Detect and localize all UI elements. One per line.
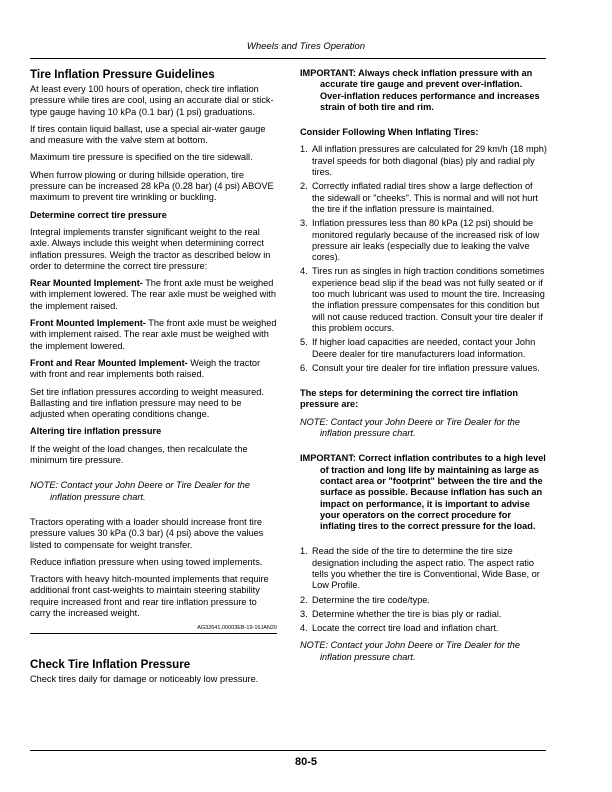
note-contact-dealer: NOTE: Contact your John Deere or Tire Dealer for the inflation pressure chart. [30, 480, 250, 502]
list-item: 2. Correctly inflated radial tires show a large deflection of the sidewall or "cheeks". This is normal and will not hurt the tire if the inflation pressure is maintained. [300, 181, 538, 214]
list-item: 1. All inflation pressures are calculated for 29 km/h (18 mph) travel speeds for both diagonal (bias) ply and radial ply tires. [300, 144, 547, 178]
paragraph-check-daily: Check tires daily for damage or noticeably low pressure. [30, 674, 259, 685]
reference-code: AG32641,00003EB-19-16JAN20 [197, 625, 277, 632]
text-front-mounted: The front axle must be weighed with implement raised. The rear axle must be weighed with the implement lowered. [30, 318, 277, 351]
paragraph-hitch-mounted: Tractors with heavy hitch-mounted implements that require additional front cast-weights to maintain steering stability require increased front and rear tire inflation pressure to carry the increased weight. [30, 574, 269, 618]
list-item: 5. If higher load capacities are needed, contact your John Deere dealer for tire manufacturers load information. [300, 337, 536, 359]
label-front-rear-mounted: Front and Rear Mounted Implement- [30, 357, 188, 368]
list-item: 2. Determine the tire code/type. [300, 594, 430, 605]
note-contact-dealer-right-1: NOTE: Contact your John Deere or Tire Dealer for the inflation pressure chart. [300, 416, 520, 439]
running-header: Wheels and Tires Operation [246, 41, 366, 52]
list-item: 3. Inflation pressures less than 80 kPa (12 psi) should be monitored regularly because of the increased risk of low pressure air leaks (especially due to leaking the valve cores). [300, 218, 540, 263]
subheading-consider: Consider Following When Inflating Tires: [300, 127, 479, 138]
list-steps [300, 546, 547, 634]
left-column [30, 68, 277, 692]
paragraph-integral-implements: Integral implements transfer significant weight to the real axle. Always include this weight when determining correct inflation pressures. Weigh the tractor as described below in order to determine the correct tire pressure: [30, 226, 271, 271]
paragraph-furrow-plowing: When furrow plowing or during hillside operation, tire pressure can be increased 28 kPa (0.28 bar) (4 psi) ABOVE maximum to prevent tire wrinkling or buckling. [30, 169, 274, 203]
important-correct-inflation: IMPORTANT: Correct inflation contributes to a high level of traction and long life by maintaining as large as contact area or "footprint" between the tire and the surface as possible. Because inflation has such an impact on performance, it is important to advise your operators on the correct procedure for inflating tires to the correct pressure for the load. [300, 453, 546, 532]
section-title-tire-inflation-guidelines: Tire Inflation Pressure Guidelines [30, 68, 215, 81]
subheading-determine-pressure: Determine correct tire pressure [30, 209, 167, 220]
list-item: 4. Locate the correct tire load and inflation chart. [300, 623, 499, 634]
list-item: 1. Read the side of the tire to determine the tire size designation including the aspect ratio. The aspect ratio tells you whether the tire is Conventional, Wide Base, or Low Profile. [300, 546, 540, 591]
footer-rule [30, 750, 546, 751]
list-item: 6. Consult your tire dealer for tire inflation pressure values. [300, 362, 540, 373]
label-front-mounted: Front Mounted Implement- [30, 318, 146, 329]
list-item: 4. Tires run as singles in high traction conditions sometimes experience bead slip if the bead was not fully seated or if too much lubricant was used to mount the tire. Increasing the inflation pressure compensates for this condition but will not cause reduced traction. Consult your tire dealer if this problem occurs. [300, 266, 545, 333]
label-rear-mounted: Rear Mounted Implement- [30, 278, 143, 289]
note-contact-dealer-right-2: NOTE: Contact your John Deere or Tire Dealer for the inflation pressure chart. [300, 640, 520, 662]
subheading-altering-pressure: Altering tire inflation pressure [30, 426, 162, 437]
header-rule [30, 58, 546, 59]
paragraph-liquid-ballast: If tires contain liquid ballast, use a special air-water gauge and measure with the valve stem at bottom. [30, 123, 266, 146]
list-item: 3. Determine whether the tire is bias ply or radial. [300, 608, 502, 619]
paragraph-recalculate: If the weight of the load changes, then recalculate the minimum tire pressure. [30, 443, 248, 466]
paragraph-rear-mounted [30, 278, 277, 312]
paragraph-max-pressure: Maximum tire pressure is specified on the tire sidewall. [30, 152, 253, 163]
paragraph-front-rear-mounted [30, 358, 277, 381]
right-column [300, 68, 547, 669]
paragraph-towed: Reduce inflation pressure when using towed implements. [30, 556, 263, 567]
text-rear-mounted: The front axle must be weighed with implement lowered. The rear axle must be weighed with the implement raised. [30, 278, 276, 311]
paragraph-front-mounted [30, 318, 277, 352]
page-number: 80-5 [294, 756, 318, 768]
section-title-check-pressure: Check Tire Inflation Pressure [30, 658, 191, 672]
subheading-steps: The steps for determining the correct tire inflation pressure are: [300, 388, 518, 410]
paragraph-loader: Tractors operating with a loader should increase front tire pressure values 30 kPa (0.3 bar) (4 psi) above the values listed to compensate for weight transfer. [30, 516, 264, 550]
text-front-rear-mounted: Weigh the tractor with front and rear implements both raised. [30, 357, 261, 380]
important-gauge: IMPORTANT: Always check inflation pressure with an accurate tire gauge and prevent over-inflation. Over-inflation reduces performance and increases strain of both tire and rim. [300, 68, 540, 112]
section-divider [30, 633, 277, 634]
paragraph-check-interval: At least every 100 hours of operation, check tire inflation pressure while tires are cool, using an accurate dial or stick-type gauge having 10 kPa (0.1 bar) (1 psi) graduations. [30, 84, 274, 117]
list-considerations [300, 144, 547, 374]
paragraph-set-pressures: Set tire inflation pressures according to weight measured. Ballasting and tire inflation pressure may need to be adjusted when operating conditions change. [30, 386, 264, 420]
